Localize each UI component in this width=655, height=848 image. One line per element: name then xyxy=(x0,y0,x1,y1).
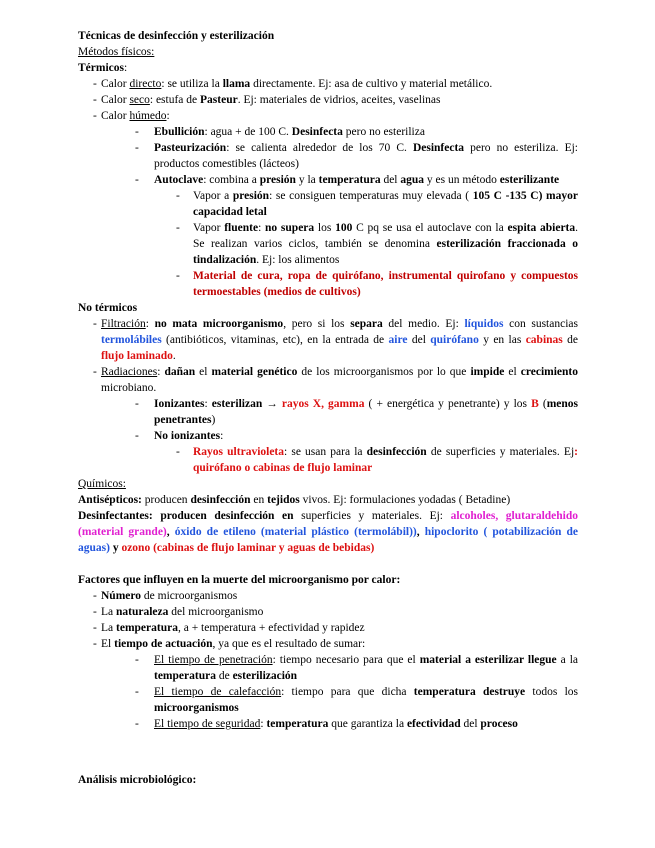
list-item-autoclave: - Autoclave: combina a presión y la temperatura del agua y es un método esterilizante xyxy=(135,174,560,186)
list-item-radiaciones: - Radiaciones: dañan el material genético de los microorganismos por lo que impide el crecimiento microbiano. xyxy=(93,366,579,394)
list-item-rayos-uv: - Rayos ultravioleta: se usan para la desinfección de superficies y materiales. Ej: quirófano o cabinas de flujo laminar xyxy=(176,446,578,474)
spacer xyxy=(78,732,578,772)
paragraph-desinfectantes: Desinfectantes: producen desinfección en superficies y materiales. Ej: alcoholes, glutaraldehido (material grande), óxido de etileno (material plástico (termolábil)), hipoclorito ( potabilización de aguas) y ozono (cabinas de flujo laminar y aguas de bebidas) xyxy=(78,510,579,554)
section-metodos-fisicos: Métodos físicos: xyxy=(78,46,155,58)
list-item-tiempo-actuacion: - El tiempo de actuación, ya que es el resultado de sumar: xyxy=(93,638,366,650)
page-title: Técnicas de desinfección y esterilización xyxy=(78,30,275,42)
section-quimicos: Químicos: xyxy=(78,478,126,490)
document-page xyxy=(78,28,578,788)
heading-analisis: Análisis microbiológico: xyxy=(78,774,197,786)
list-item-naturaleza: - La naturaleza del microorganismo xyxy=(93,606,264,618)
list-item-no-ionizantes: - No ionizantes: xyxy=(135,430,224,442)
heading-termicos: Térmicos: xyxy=(78,62,128,74)
list-item-penetracion: - El tiempo de penetración: tiempo necesario para que el material a esterilizar llegue a la temperatura de esterilización xyxy=(135,654,578,682)
spacer xyxy=(78,556,578,572)
list-item-vapor-fluente: - Vapor fluente: no supera los 100 C pq se usa el autoclave con la espita abierta. Se realizan varios ciclos, también se denomina esterilización fraccionada o tindalización. Ej: los alimentos xyxy=(176,222,579,266)
list-item-ebullicion: - Ebullición: agua + de 100 C. Desinfecta pero no esteriliza xyxy=(135,126,425,138)
list-item-filtracion: - Filtración: no mata microorganismo, pero si los separa del medio. Ej: líquidos con sustancias termolábiles (antibióticos, vitaminas, etc), en la entrada de aire del quirófano y en las cabinas de flujo laminado. xyxy=(93,318,578,362)
heading-factores: Factores que influyen en la muerte del microorganismo por calor: xyxy=(78,574,401,586)
list-item-material-cura: - Material de cura, ropa de quirófano, instrumental quirofano y compuestos termoestables (medios de cultivos) xyxy=(176,270,578,298)
list-item-temperatura: - La temperatura, a + temperatura + efectividad y rapidez xyxy=(93,622,365,634)
list-item-calefaccion: - El tiempo de calefacción: tiempo para que dicha temperatura destruye todos los microorganismos xyxy=(135,686,578,714)
list-item-vapor-presion: - Vapor a presión: se consiguen temperaturas muy elevada ( 105 C -135 C) mayor capacidad letal xyxy=(176,190,578,218)
list-item-calor-directo: - Calor directo: se utiliza la llama directamente. Ej: asa de cultivo y material metálico. xyxy=(93,78,493,90)
heading-no-termicos: No térmicos xyxy=(78,302,138,314)
list-item-seguridad: - El tiempo de seguridad: temperatura que garantiza la efectividad del proceso xyxy=(135,718,518,730)
list-item-calor-seco: - Calor seco: estufa de Pasteur. Ej: materiales de vidrios, aceites, vaselinas xyxy=(93,94,441,106)
paragraph-antisepticos: Antisépticos: producen desinfección en tejidos vivos. Ej: formulaciones yodadas ( Betadine) xyxy=(78,494,511,506)
list-item-numero: - Número de microorganismos xyxy=(93,590,238,602)
list-item-ionizantes: - Ionizantes: esterilizan → rayos X, gamma ( + energética y penetrante) y los B (menos penetrantes) xyxy=(135,398,578,426)
list-item-calor-humedo: - Calor húmedo: xyxy=(93,110,170,122)
list-item-pasteurizacion: - Pasteurización: se calienta alrededor de los 70 C. Desinfecta pero no esteriliza. Ej: productos comestibles (lácteos) xyxy=(135,142,578,170)
